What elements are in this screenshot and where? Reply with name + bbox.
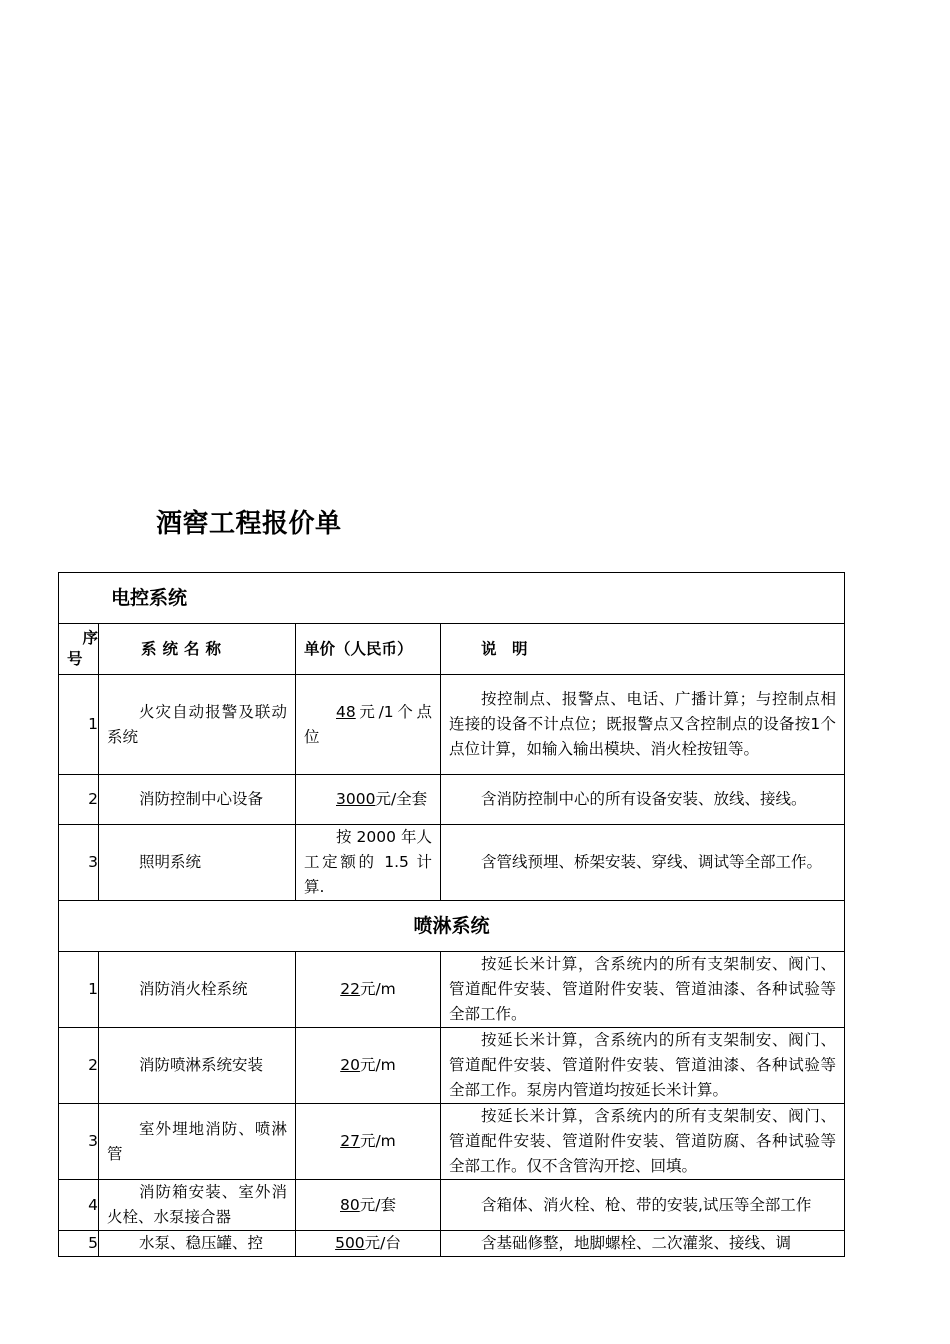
table-row xyxy=(59,675,845,775)
header-name: 系统名称 xyxy=(99,624,296,675)
row-number: 2 xyxy=(59,1028,99,1104)
table-row xyxy=(59,1231,845,1257)
row-unit-price: 按 2000 年人工定额的 1.5 计算. xyxy=(296,825,441,901)
row-description: 按延长米计算，含系统内的所有支架制安、阀门、管道配件安装、管道附件安装、管道防腐、各种试验等全部工作。仅不含管沟开挖、回填。 xyxy=(441,1104,845,1180)
row-system-name: 消防箱安装、室外消火栓、水泵接合器 xyxy=(99,1180,296,1231)
header-no-bottom: 号 xyxy=(67,650,83,668)
row-system-name: 水泵、稳压罐、控 xyxy=(99,1231,296,1257)
table-row xyxy=(59,1180,845,1231)
section-row xyxy=(59,573,845,624)
row-system-name: 消防控制中心设备 xyxy=(99,775,296,825)
price-amount: 22 xyxy=(340,980,360,998)
row-number: 3 xyxy=(59,1104,99,1180)
table-header xyxy=(59,624,845,675)
header-no xyxy=(59,624,99,675)
header-desc: 说 明 xyxy=(441,624,845,675)
row-number: 1 xyxy=(59,675,99,775)
header-no-top: 序 xyxy=(82,629,98,647)
row-unit-price xyxy=(296,1180,441,1231)
price-unit: 元/全套 xyxy=(375,790,428,808)
price-unit: 元/1个点位 xyxy=(304,702,432,746)
row-unit-price xyxy=(296,675,441,775)
row-unit-price xyxy=(296,952,441,1028)
row-unit-price xyxy=(296,1104,441,1180)
row-number: 5 xyxy=(59,1231,99,1257)
row-unit-price xyxy=(296,1231,441,1257)
table-row xyxy=(59,775,845,825)
price-amount: 27 xyxy=(340,1132,360,1150)
quote-table xyxy=(58,572,845,1257)
price-unit: 元/m xyxy=(359,1056,396,1074)
row-system-name: 室外埋地消防、喷淋管 xyxy=(99,1104,296,1180)
price-unit: 元/套 xyxy=(359,1195,396,1214)
row-description: 含管线预埋、桥架安装、穿线、调试等全部工作。 xyxy=(441,825,845,901)
price-unit: 元/m xyxy=(359,1132,396,1150)
price-amount: 48 xyxy=(336,702,356,721)
row-description: 按控制点、报警点、电话、广播计算；与控制点相连接的设备不计点位；既报警点又含控制点的设备按1个点位计算，如输入输出模块、消火栓按钮等。 xyxy=(441,675,845,775)
section-row xyxy=(59,901,845,952)
row-number: 4 xyxy=(59,1180,99,1231)
row-description: 按延长米计算，含系统内的所有支架制安、阀门、管道配件安装、管道附件安装、管道油漆、各种试验等全部工作。 xyxy=(441,952,845,1028)
row-unit-price xyxy=(296,775,441,825)
row-number: 3 xyxy=(59,825,99,901)
row-unit-price xyxy=(296,1028,441,1104)
table-row xyxy=(59,1028,845,1104)
row-system-name: 消防喷淋系统安装 xyxy=(99,1028,296,1104)
section-title: 电控系统 xyxy=(59,573,845,624)
section-title: 喷淋系统 xyxy=(59,901,845,952)
table-row xyxy=(59,1104,845,1180)
price-amount: 80 xyxy=(340,1195,360,1214)
document-title: 酒窖工程报价单 xyxy=(156,509,342,539)
row-number: 2 xyxy=(59,775,99,825)
price-unit: 元/m xyxy=(359,980,396,998)
header-price: 单价（人民币） xyxy=(296,624,441,675)
row-description: 含基础修整，地脚螺栓、二次灌浆、接线、调 xyxy=(441,1231,845,1257)
price-amount: 3000 xyxy=(336,790,376,808)
price-amount: 500 xyxy=(335,1234,365,1252)
row-number: 1 xyxy=(59,952,99,1028)
row-system-name: 照明系统 xyxy=(99,825,296,901)
price-unit: 元/台 xyxy=(364,1234,401,1252)
table-row xyxy=(59,952,845,1028)
row-description: 含箱体、消火栓、枪、带的安装,试压等全部工作 xyxy=(441,1180,845,1231)
table-row xyxy=(59,825,845,901)
row-description: 按延长米计算，含系统内的所有支架制安、阀门、管道配件安装、管道附件安装、管道油漆、各种试验等全部工作。泵房内管道均按延长米计算。 xyxy=(441,1028,845,1104)
row-description: 含消防控制中心的所有设备安装、放线、接线。 xyxy=(441,775,845,825)
row-system-name: 火灾自动报警及联动系统 xyxy=(99,675,296,775)
row-system-name: 消防消火栓系统 xyxy=(99,952,296,1028)
price-amount: 20 xyxy=(340,1056,360,1074)
